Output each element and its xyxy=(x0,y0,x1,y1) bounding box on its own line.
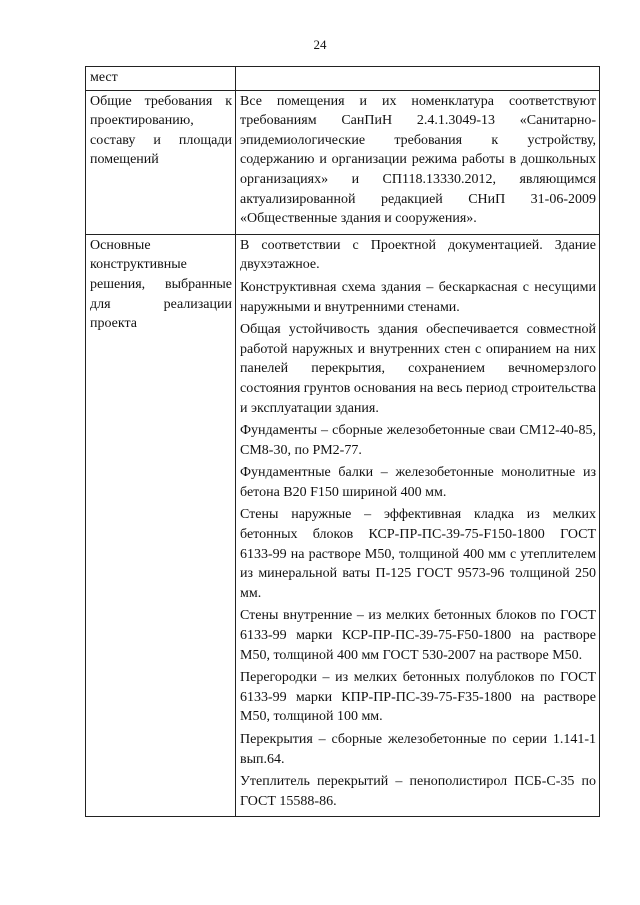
paragraph: Перекрытия – сборные железобетонные по серии 1.141-1 вып.64. xyxy=(240,732,596,767)
paragraph: Конструктивная схема здания – бескаркасная с несущими наружными и внутренними стенами. xyxy=(240,279,596,315)
paragraph: Утеплитель перекрытий – пенополистирол ПСБ-С-35 по ГОСТ 15588-86. xyxy=(240,774,596,809)
paragraph: Общая устойчивость здания обеспечивается совместной работой наружных и внутренних стен с опиранием на них панелей перекрытия, сохранением вечномерзлого состояния грунтов основания на весь период строительства и эксплуатации здания. xyxy=(240,322,597,416)
paragraph: Стены наружные – эффективная кладка из мелких бетонных блоков КСР-ПР-ПС-39-75-F150-1800 ГОСТ 6133-99 на растворе М50, толщиной 400 мм с утеплителем из минеральной ваты П-125 ГОСТ 9573-96 толщиной 250 мм. xyxy=(240,507,596,601)
row-label-cell xyxy=(86,234,236,817)
table-row xyxy=(86,67,600,91)
specification-table xyxy=(85,66,600,817)
paragraph: Перегородки – из мелких бетонных полублоков по ГОСТ 6133-99 марки КПР-ПР-ПС-39-75-F35-1800 на растворе М50, толщиной 100 мм. xyxy=(240,670,596,725)
paragraph: В соответствии с Проектной документацией. Здание двухэтажное. xyxy=(240,237,596,273)
row-label: мест xyxy=(90,70,118,85)
row-value-cell xyxy=(236,67,600,91)
row-label-cell xyxy=(86,67,236,91)
row-value-cell xyxy=(236,90,600,234)
table-row xyxy=(86,90,600,234)
table-row xyxy=(86,234,600,817)
row-value-cell xyxy=(236,234,600,817)
row-label: Общие требования к проектированию, составу и площади помещений xyxy=(90,93,232,168)
paragraph: Фундаменты – сборные железобетонные сваи СМ12-40-85, СМ8-30, по РМ2-77. xyxy=(240,423,596,458)
paragraph: Все помещения и их номенклатура соответствуют требованиям СанПиН 2.4.1.3049-13 «Санитарно-эпидемиологические требования к устройству, содержанию и организации режима работы в дошкольных организациях» и СП118.13330.2012, являющимся актуализированной редакцией СНиП 31-06-2009 «Общественные здания и сооружения». xyxy=(240,93,596,227)
page-number: 24 xyxy=(313,37,327,52)
row-label-cell xyxy=(86,90,236,234)
paragraph: Фундаментные балки – железобетонные монолитные из бетона В20 F150 шириной 400 мм. xyxy=(240,465,596,500)
row-label: Основные конструктивные решения, выбранные для реализации проекта xyxy=(90,237,232,332)
paragraph: Стены внутренние – из мелких бетонных блоков по ГОСТ 6133-99 марки КСР-ПР-ПС-39-75-F50-1800 на растворе М50, толщиной 400 мм ГОСТ 530-2007 на растворе М50. xyxy=(240,608,596,663)
